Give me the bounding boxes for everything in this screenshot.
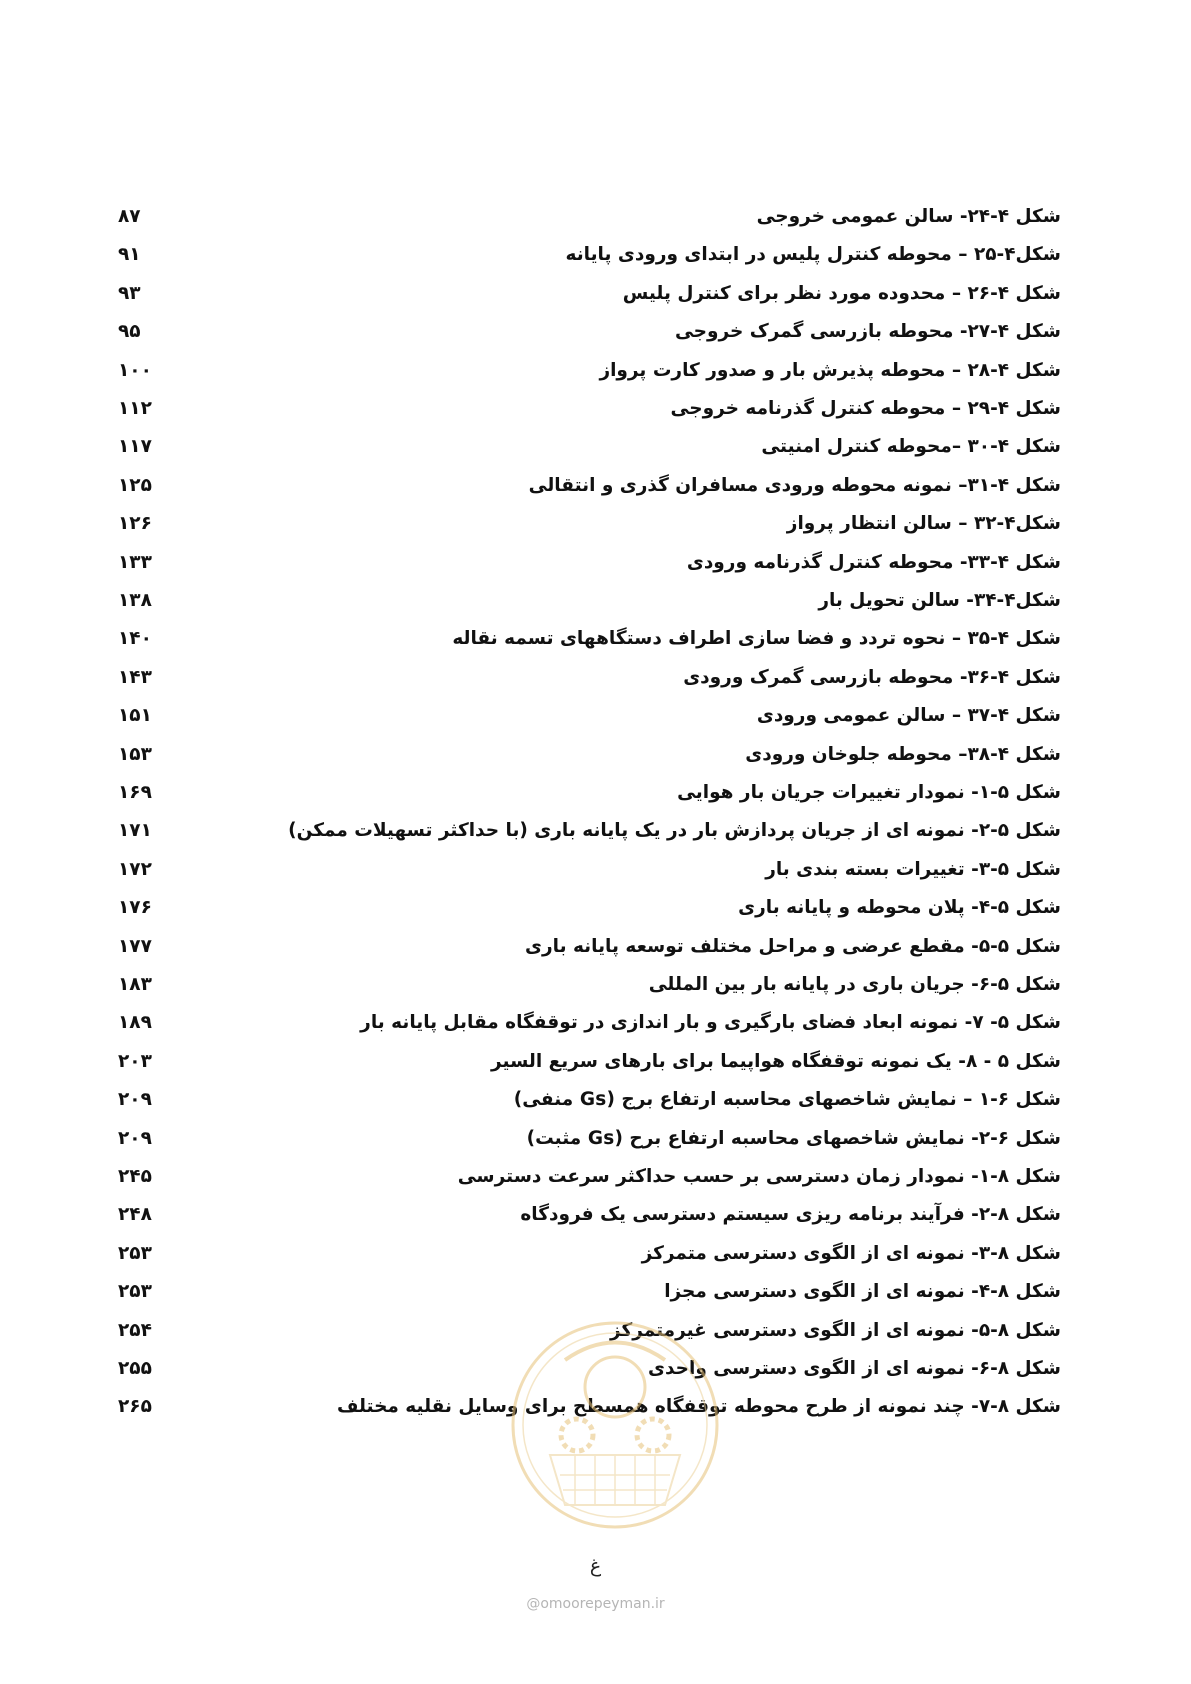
- entry-page-number: ۱۷۲: [118, 858, 152, 880]
- toc-entry: [0, 926, 1191, 967]
- entry-page-number: ۱۴۰: [118, 628, 152, 650]
- entry-page-number: ۹۱: [118, 244, 141, 266]
- entry-page-number: ۲۶۵: [118, 1396, 152, 1418]
- entry-page-number: ۲۵۴: [118, 1319, 152, 1341]
- entry-page-number: ۲۰۹: [118, 1127, 152, 1149]
- entry-title: شکل ۸-۶- نمونه ای از الگوی دسترسی واحدی: [648, 1358, 1061, 1379]
- entry-title: شکل ۴-۳۶- محوطه بازرسی گمرک ورودی: [683, 666, 1061, 688]
- entry-title: شکل ۴-۲۴- سالن عمومی خروجی: [756, 206, 1061, 227]
- entry-title: شکل۴-۳۲ – سالن انتظار پرواز: [786, 513, 1061, 535]
- toc-entry: [0, 657, 1191, 698]
- toc-entry: [0, 234, 1191, 275]
- entry-title: شکل ۸-۷- چند نمونه از طرح محوطه توقفگاه همسطح برای وسایل نقلیه مختلف: [336, 1396, 1061, 1418]
- entry-title: شکل ۴-۳۸– محوطه جلوخان ورودی: [745, 743, 1061, 765]
- toc-entry: [0, 388, 1191, 429]
- entry-page-number: ۲۰۹: [118, 1089, 152, 1111]
- toc-entry: [0, 426, 1191, 467]
- entry-page-number: ۱۲۶: [118, 513, 152, 535]
- entry-page-number: ۲۰۳: [118, 1050, 152, 1072]
- entry-title: شکل ۸-۳- نمونه ای از الگوی دسترسی متمرکز: [641, 1242, 1061, 1264]
- toc-entry: [0, 772, 1191, 813]
- entry-title: شکل ۵ - ۸- یک نمونه توقفگاه هواپیما برای بارهای سریع السیر: [491, 1050, 1061, 1072]
- entry-page-number: ۱۱۲: [118, 398, 152, 419]
- entry-title: شکل ۵-۱- نمودار تغییرات جریان بار هوایی: [677, 782, 1061, 803]
- entry-page-number: ۱۳۸: [118, 590, 152, 611]
- entry-title: شکل ۴-۲۶ – محدوده مورد نظر برای کنترل پلیس: [622, 282, 1061, 304]
- entry-title: شکل ۴-۳۰ –محوطه کنترل امنیتی: [761, 436, 1061, 458]
- toc-entry: [0, 618, 1191, 659]
- entry-title: شکل ۸-۵- نمونه ای از الگوی دسترسی غیرمتمرکز: [609, 1319, 1061, 1341]
- entry-title: شکل۴-۳۴- سالن تحویل بار: [818, 590, 1061, 611]
- entry-title: شکل ۸-۱- نمودار زمان دسترسی بر حسب حداکثر سرعت دسترسی: [457, 1166, 1061, 1187]
- entry-page-number: ۲۵۳: [118, 1242, 152, 1264]
- entry-page-number: ۱۸۹: [118, 1012, 152, 1034]
- entry-title: شکل ۴-۳۳- محوطه کنترل گذرنامه ورودی: [686, 551, 1061, 573]
- entry-page-number: ۱۰۰: [118, 359, 152, 381]
- toc-entry: [0, 695, 1191, 736]
- entry-title: شکل ۴-۲۸ – محوطه پذیرش بار و صدور کارت پرواز: [599, 359, 1061, 381]
- entry-title: شکل ۵-۴- پلان محوطه و پایانه باری: [738, 897, 1061, 919]
- toc-entry: [0, 542, 1191, 583]
- entry-page-number: ۱۷۶: [118, 897, 152, 919]
- entry-page-number: ۱۶۹: [118, 782, 152, 803]
- entry-title: شکل۴-۲۵ – محوطه کنترل پلیس در ابتدای ورودی پایانه: [565, 244, 1061, 266]
- toc-entry: [0, 964, 1191, 1005]
- entry-title: شکل ۴-۲۹ – محوطه کنترل گذرنامه خروجی: [670, 398, 1061, 419]
- toc-entry: [0, 580, 1191, 621]
- entry-title: شکل ۵-۳- تغییرات بسته بندی بار: [765, 858, 1061, 880]
- toc-entry: [0, 887, 1191, 928]
- toc-entry: [0, 273, 1191, 314]
- entry-title: شکل ۴-۳۵ – نحوه تردد و فضا سازی اطراف دستگاههای تسمه نقاله: [452, 628, 1061, 650]
- toc-entry: [0, 1271, 1191, 1312]
- entry-page-number: ۹۵: [118, 321, 141, 343]
- entry-title: شکل ۵-۲- نمونه ای از جریان پردازش بار در یک پایانه باری (با حداکثر تسهیلات ممکن): [288, 820, 1061, 842]
- entry-title: شکل ۵- ۷- نمونه ابعاد فضای بارگیری و بار اندازی در توقفگاه مقابل پایانه بار: [360, 1012, 1061, 1034]
- entry-page-number: ۹۳: [118, 282, 141, 304]
- toc-entry: [0, 1041, 1191, 1082]
- entry-title: شکل ۵-۶- جریان باری در پایانه بار بین المللی: [648, 974, 1061, 995]
- entry-page-number: ۲۴۸: [118, 1204, 152, 1226]
- toc-entry: [0, 1118, 1191, 1159]
- toc-entry: [0, 1233, 1191, 1274]
- toc-entry: [0, 1194, 1191, 1235]
- entry-title: شکل ۵-۵- مقطع عرضی و مراحل مختلف توسعه پایانه باری: [525, 935, 1061, 957]
- entry-title: شکل ۶-۲- نمایش شاخصهای محاسبه ارتفاع برح (Gs مثبت): [526, 1127, 1061, 1149]
- toc-entry: [0, 1002, 1191, 1043]
- toc-entry: [0, 311, 1191, 352]
- entry-page-number: ۸۷: [118, 206, 141, 227]
- toc-entry: [0, 196, 1191, 237]
- entry-page-number: ۲۴۵: [118, 1166, 152, 1187]
- entry-page-number: ۱۳۳: [118, 551, 152, 573]
- entry-page-number: ۲۵۵: [118, 1358, 152, 1379]
- entry-title: شکل ۸-۲- فرآیند برنامه ریزی سیستم دسترسی یک فرودگاه: [520, 1204, 1061, 1226]
- toc-entry: [0, 1156, 1191, 1197]
- toc-entry: [0, 734, 1191, 775]
- entry-page-number: ۱۱۷: [118, 436, 152, 458]
- entry-title: شکل ۸-۴- نمونه ای از الگوی دسترسی مجزا: [664, 1281, 1061, 1303]
- watermark-website: @omoorepeyman.ir: [526, 1596, 665, 1612]
- entry-page-number: ۱۷۷: [118, 935, 152, 957]
- entry-page-number: ۱۲۵: [118, 474, 152, 496]
- entry-title: شکل ۴-۳۷ – سالن عمومی ورودی: [756, 705, 1061, 727]
- entry-page-number: ۱۵۱: [118, 705, 152, 727]
- entry-title: شکل ۴-۲۷- محوطه بازرسی گمرک خروجی: [674, 321, 1061, 343]
- entry-title: شکل ۴-۳۱– نمونه محوطه ورودی مسافران گذری و انتقالی: [528, 474, 1061, 496]
- toc-entry: [0, 810, 1191, 851]
- entry-page-number: ۱۵۳: [118, 743, 152, 765]
- toc-entry: [0, 503, 1191, 544]
- entry-title: شکل ۶-۱ – نمایش شاخصهای محاسبه ارتفاع برج (Gs منفی): [513, 1089, 1061, 1111]
- page-number-footer: غ: [589, 1555, 602, 1577]
- entry-page-number: ۱۸۳: [118, 974, 152, 995]
- toc-entry: [0, 465, 1191, 506]
- publisher-seal-watermark: [505, 1315, 725, 1535]
- entry-page-number: ۱۴۳: [118, 666, 152, 688]
- entry-page-number: ۱۷۱: [118, 820, 152, 842]
- toc-entry: [0, 1079, 1191, 1120]
- toc-entry: [0, 350, 1191, 391]
- entry-page-number: ۲۵۳: [118, 1281, 152, 1303]
- toc-entry: [0, 849, 1191, 890]
